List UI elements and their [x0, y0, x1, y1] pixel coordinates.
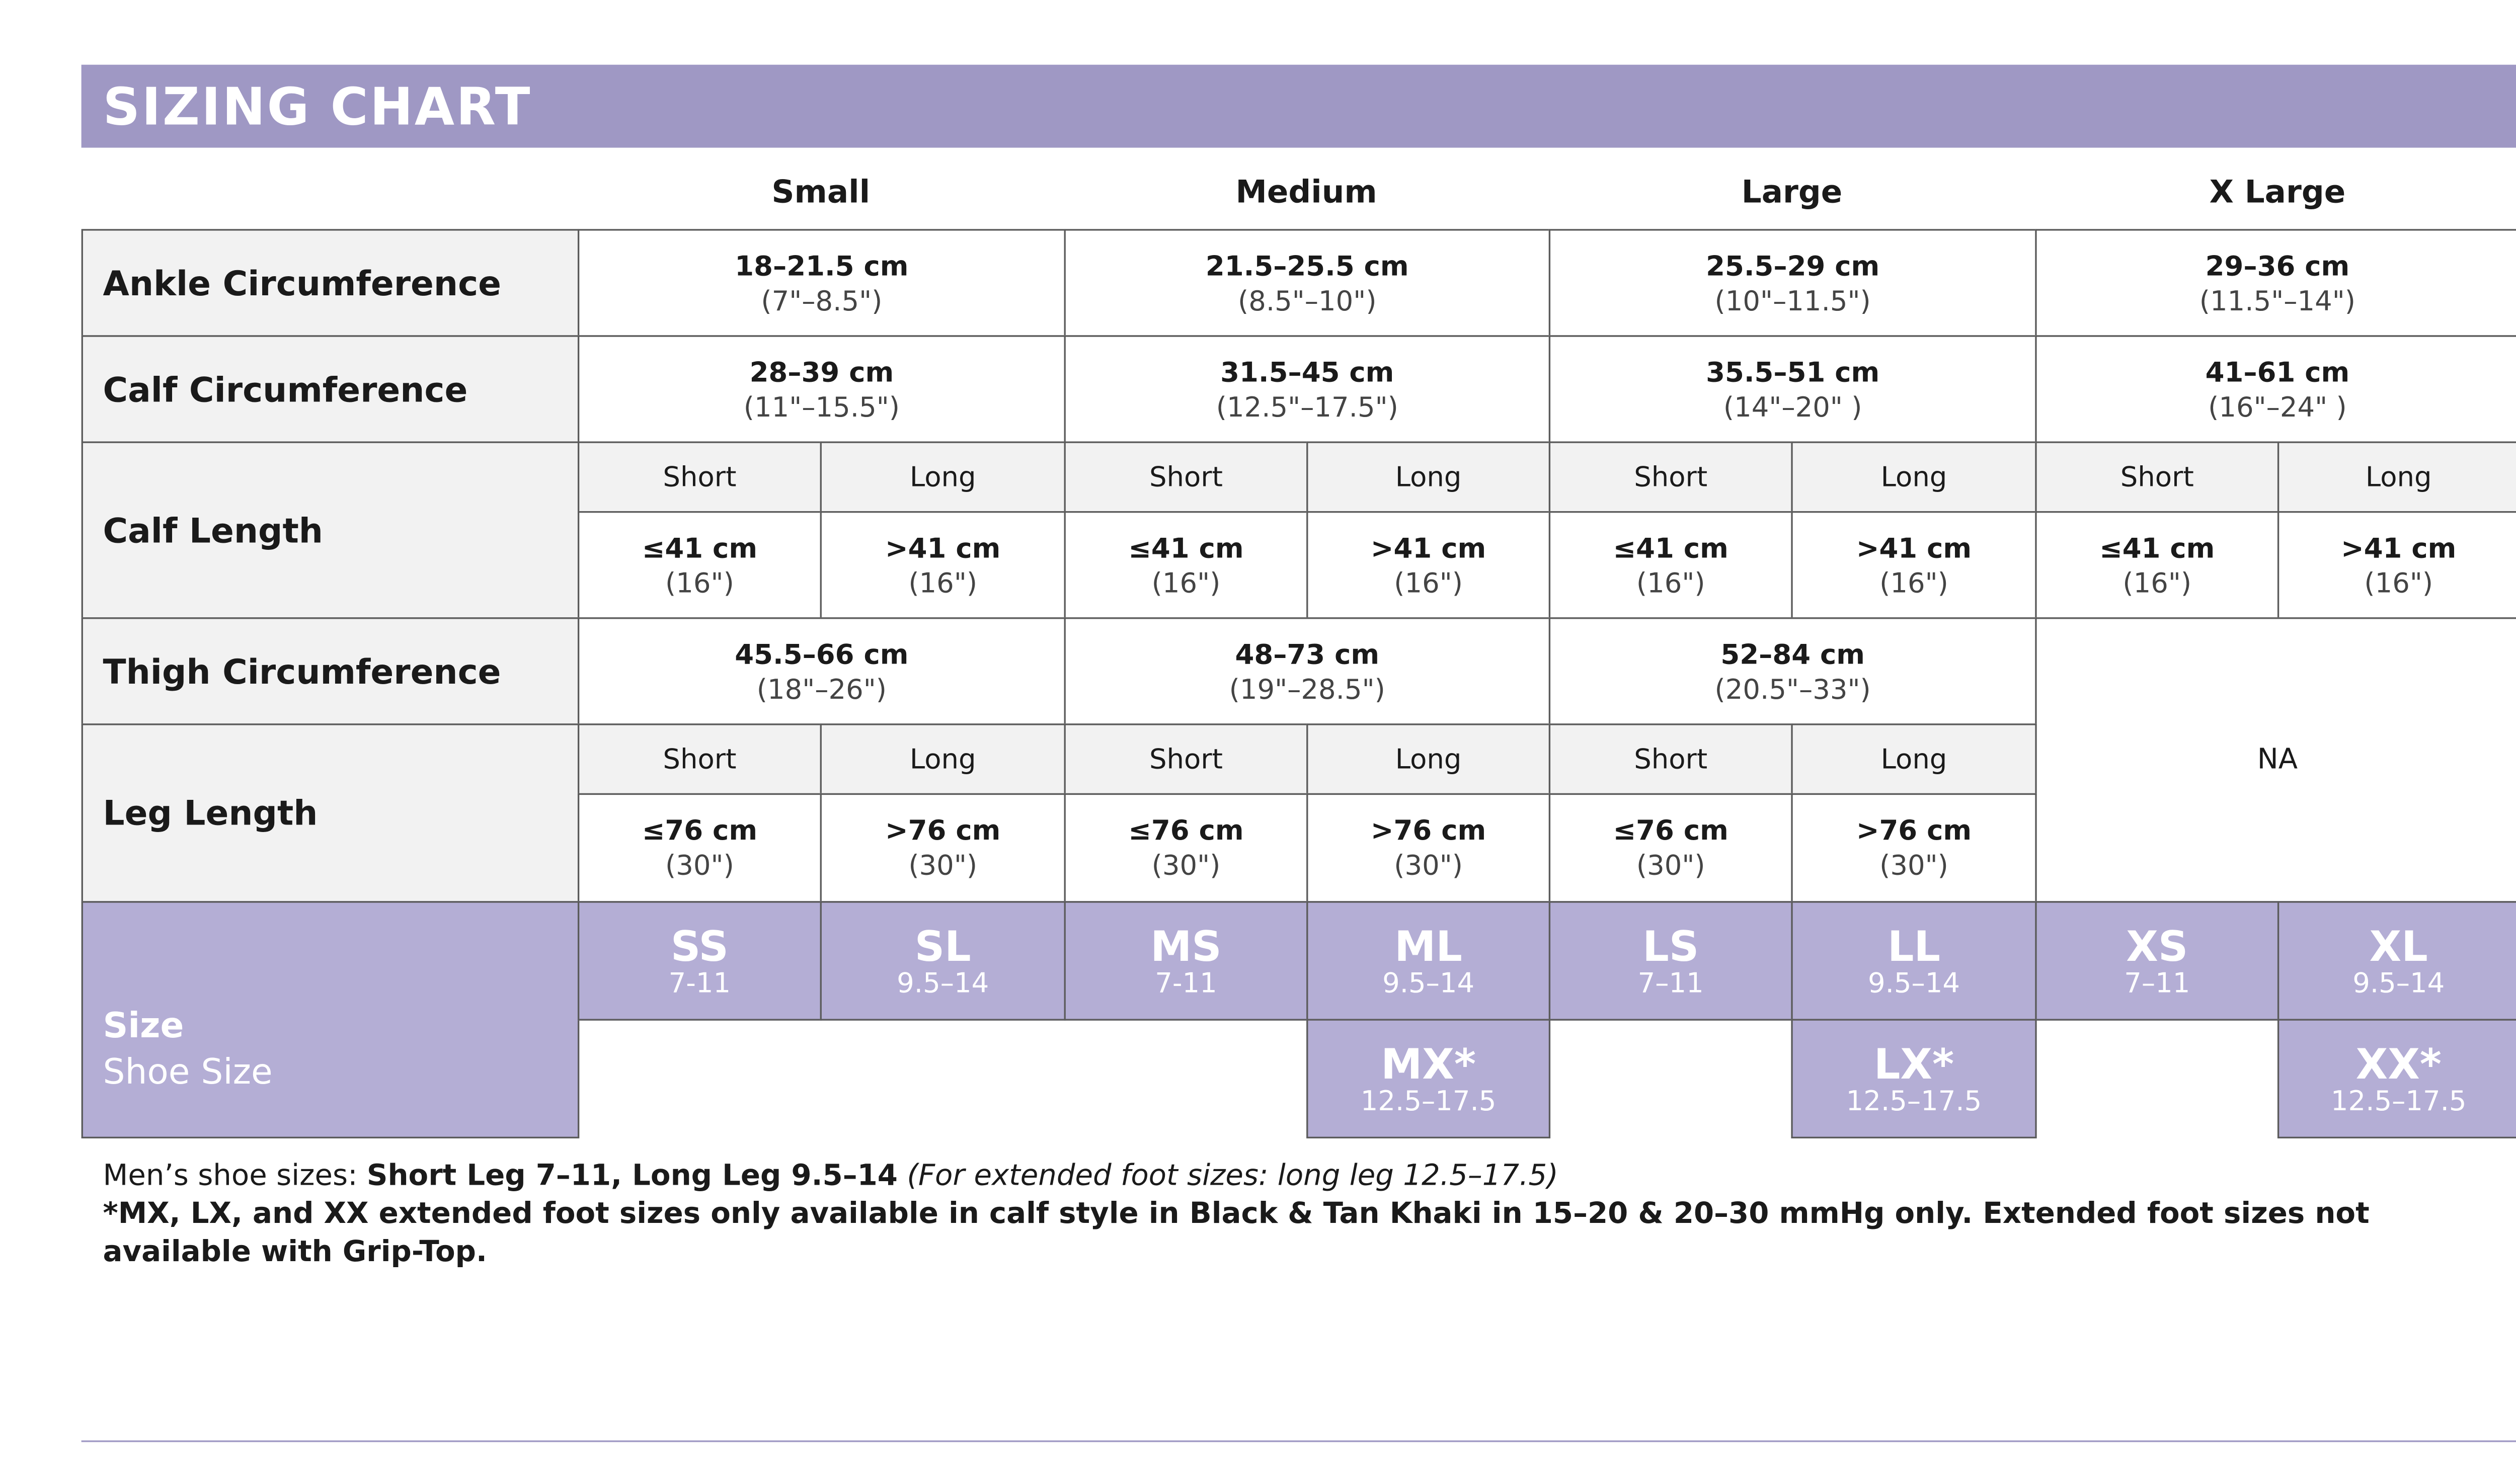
calf-small-cell — [578, 335, 1066, 443]
calf-large-cell — [1549, 335, 2037, 443]
shoe-size-range: 9.5–14 — [897, 966, 989, 999]
leg-length-value — [1306, 793, 1550, 903]
shoe-size-range: 9.5–14 — [1382, 966, 1475, 999]
size-code: MX* — [1381, 1039, 1476, 1088]
metric-value: 48–73 cm — [1235, 638, 1380, 670]
bottom-divider — [82, 1440, 2516, 1442]
leg-length-subhead: Short — [1064, 723, 1308, 795]
imperial-value: (11.5"–14") — [2199, 284, 2356, 316]
thigh-large-cell — [1549, 617, 2037, 725]
calf-length-subhead: Short — [2035, 441, 2279, 513]
shoe-size-range: 7–11 — [1637, 966, 1704, 999]
ankle-xlarge-cell — [2035, 229, 2516, 337]
size-code-cell — [1791, 901, 2036, 1021]
calf-length-value — [2035, 511, 2279, 619]
mens-shoe-note — [103, 1159, 2510, 1197]
leg-length-value — [1549, 793, 1793, 903]
size-label: Size — [103, 1005, 184, 1045]
metric-value: 21.5–25.5 cm — [1205, 250, 1409, 282]
size-header-xlarge: X Large — [2209, 174, 2346, 211]
size-code-cell — [1306, 901, 1550, 1021]
size-code-cell — [2277, 901, 2516, 1021]
size-code: SS — [670, 922, 729, 970]
imperial-value: (30") — [1151, 849, 1221, 881]
calf-length-value — [1064, 511, 1308, 619]
mens-prefix: Men’s shoe sizes: — [103, 1160, 367, 1193]
row-label-calf: Calf Circumference — [82, 335, 580, 443]
metric-value: >41 cm — [1856, 532, 1972, 563]
metric-value: 52–84 cm — [1720, 638, 1865, 670]
na-cell: NA — [2035, 617, 2516, 902]
leg-length-subhead: Long — [1306, 723, 1550, 795]
title-banner — [82, 65, 2516, 148]
imperial-value: (16") — [2364, 566, 2433, 599]
metric-value: 28–39 cm — [749, 356, 894, 388]
metric-value: >41 cm — [2341, 532, 2457, 563]
shoe-size-range: 12.5–17.5 — [1360, 1084, 1497, 1116]
mens-italic: (For extended foot sizes: long leg 12.5–17.5) — [907, 1160, 1558, 1193]
imperial-value: (16") — [1151, 566, 1221, 599]
leg-length-value — [578, 793, 822, 903]
imperial-value: (30") — [1879, 849, 1948, 881]
size-code: XS — [2126, 922, 2188, 970]
imperial-value: (16") — [1879, 566, 1948, 599]
size-code: MS — [1150, 922, 1222, 970]
thigh-medium-cell — [1064, 617, 1551, 725]
leg-length-value — [820, 793, 1066, 903]
ankle-large-cell — [1549, 229, 2037, 337]
shoe-size-label: Shoe Size — [103, 1051, 273, 1091]
size-code: SL — [914, 922, 971, 970]
leg-length-subhead: Long — [1791, 723, 2036, 795]
ankle-medium-cell — [1064, 229, 1551, 337]
extended-size-cell — [2277, 1019, 2516, 1138]
imperial-value: (20.5"–33") — [1714, 673, 1871, 705]
size-code-cell — [578, 901, 822, 1021]
metric-value: >41 cm — [885, 532, 1001, 563]
imperial-value: (16") — [908, 566, 978, 599]
calf-length-subhead: Short — [1549, 441, 1793, 513]
footnote: *MX, LX, and XX extended foot sizes only available in calf style in Black & Tan Khaki in 15–20 & 20–30 mmHg only. Extended foot sizes not available with Grip-Top. — [103, 1198, 2370, 1270]
shoe-size-range: 9.5–14 — [1867, 966, 1960, 999]
calf-length-subhead: Short — [1064, 441, 1308, 513]
calf-length-subhead: Long — [820, 441, 1066, 513]
size-code-cell — [2035, 901, 2279, 1021]
size-code: XL — [2369, 922, 2428, 970]
calf-length-value — [820, 511, 1066, 619]
imperial-value: (16"–24" ) — [2208, 390, 2347, 423]
calf-xlarge-cell — [2035, 335, 2516, 443]
metric-value: 18–21.5 cm — [735, 250, 909, 282]
imperial-value: (30") — [908, 849, 978, 881]
calf-length-subhead: Short — [578, 441, 822, 513]
imperial-value: (7"–8.5") — [761, 284, 883, 316]
imperial-value: (16") — [1394, 566, 1463, 599]
shoe-size-range: 7-11 — [668, 966, 731, 999]
metric-value: ≤41 cm — [1128, 532, 1244, 563]
extended-size-cell — [1306, 1019, 1550, 1138]
row-label-size — [82, 901, 580, 1138]
metric-value: ≤41 cm — [1613, 532, 1728, 563]
size-code: LX* — [1873, 1039, 1954, 1088]
size-header-small: Small — [771, 174, 871, 211]
size-code-cell — [820, 901, 1066, 1021]
calf-length-value — [2277, 511, 2516, 619]
calf-length-value — [578, 511, 822, 619]
metric-value: 35.5–51 cm — [1706, 356, 1880, 388]
calf-medium-cell — [1064, 335, 1551, 443]
imperial-value: (8.5"–10") — [1237, 284, 1377, 316]
metric-value: ≤76 cm — [1613, 814, 1728, 847]
shoe-size-range: 12.5–17.5 — [1846, 1084, 1982, 1116]
imperial-value: (30") — [665, 849, 734, 881]
metric-value: 29–36 cm — [2205, 250, 2350, 282]
thigh-small-cell — [578, 617, 1066, 725]
leg-length-subhead: Short — [1549, 723, 1793, 795]
row-label-leg-length: Leg Length — [82, 723, 580, 902]
size-code: ML — [1394, 922, 1462, 970]
metric-value: 45.5–66 cm — [735, 638, 909, 670]
size-code: LS — [1642, 922, 1699, 970]
size-header-large: Large — [1741, 174, 1843, 211]
imperial-value: (16") — [1636, 566, 1705, 599]
calf-length-subhead: Long — [1306, 441, 1550, 513]
metric-value: >76 cm — [885, 814, 1001, 847]
row-label-calf-length: Calf Length — [82, 441, 580, 619]
ankle-small-cell — [578, 229, 1066, 337]
leg-length-subhead: Long — [820, 723, 1066, 795]
metric-value: 41–61 cm — [2205, 356, 2350, 388]
calf-length-subhead: Long — [1791, 441, 2036, 513]
metric-value: >76 cm — [1856, 814, 1972, 847]
imperial-value: (30") — [1636, 849, 1705, 881]
imperial-value: (18"–26") — [756, 673, 887, 705]
leg-length-subhead: Short — [578, 723, 822, 795]
calf-length-subhead: Long — [2277, 441, 2516, 513]
mens-bold: Short Leg 7–11, Long Leg 9.5–14 — [366, 1160, 898, 1193]
imperial-value: (12.5"–17.5") — [1216, 390, 1398, 423]
size-code-cell — [1064, 901, 1308, 1021]
page-title: SIZING CHART — [103, 78, 532, 138]
row-label-thigh: Thigh Circumference — [82, 617, 580, 725]
calf-length-value — [1791, 511, 2036, 619]
calf-length-value — [1306, 511, 1550, 619]
shoe-size-range: 7-11 — [1155, 966, 1217, 999]
size-code: XX* — [2355, 1039, 2442, 1088]
metric-value: 31.5–45 cm — [1220, 356, 1394, 388]
imperial-value: (14"–20" ) — [1723, 390, 1862, 423]
leg-length-value — [1791, 793, 2036, 903]
imperial-value: (19"–28.5") — [1229, 673, 1385, 705]
metric-value: ≤41 cm — [2099, 532, 2215, 563]
imperial-value: (16") — [2122, 566, 2192, 599]
leg-length-value — [1064, 793, 1308, 903]
metric-value: ≤76 cm — [642, 814, 758, 847]
imperial-value: (11"–15.5") — [743, 390, 900, 423]
extended-size-cell — [1791, 1019, 2036, 1138]
shoe-size-range: 9.5–14 — [2352, 966, 2445, 999]
calf-length-value — [1549, 511, 1793, 619]
metric-value: >41 cm — [1370, 532, 1486, 563]
metric-value: 25.5–29 cm — [1706, 250, 1880, 282]
row-label-ankle: Ankle Circumference — [82, 229, 580, 337]
size-code-cell — [1549, 901, 1793, 1021]
shoe-size-range: 7–11 — [2124, 966, 2190, 999]
metric-value: >76 cm — [1370, 814, 1486, 847]
size-header-medium: Medium — [1235, 174, 1377, 211]
notes-block — [103, 1159, 2510, 1273]
imperial-value: (10"–11.5") — [1714, 284, 1871, 316]
imperial-value: (30") — [1394, 849, 1463, 881]
metric-value: ≤41 cm — [642, 532, 758, 563]
imperial-value: (16") — [665, 566, 734, 599]
shoe-size-range: 12.5–17.5 — [2330, 1084, 2467, 1116]
metric-value: ≤76 cm — [1128, 814, 1244, 847]
size-code: LL — [1887, 922, 1941, 970]
